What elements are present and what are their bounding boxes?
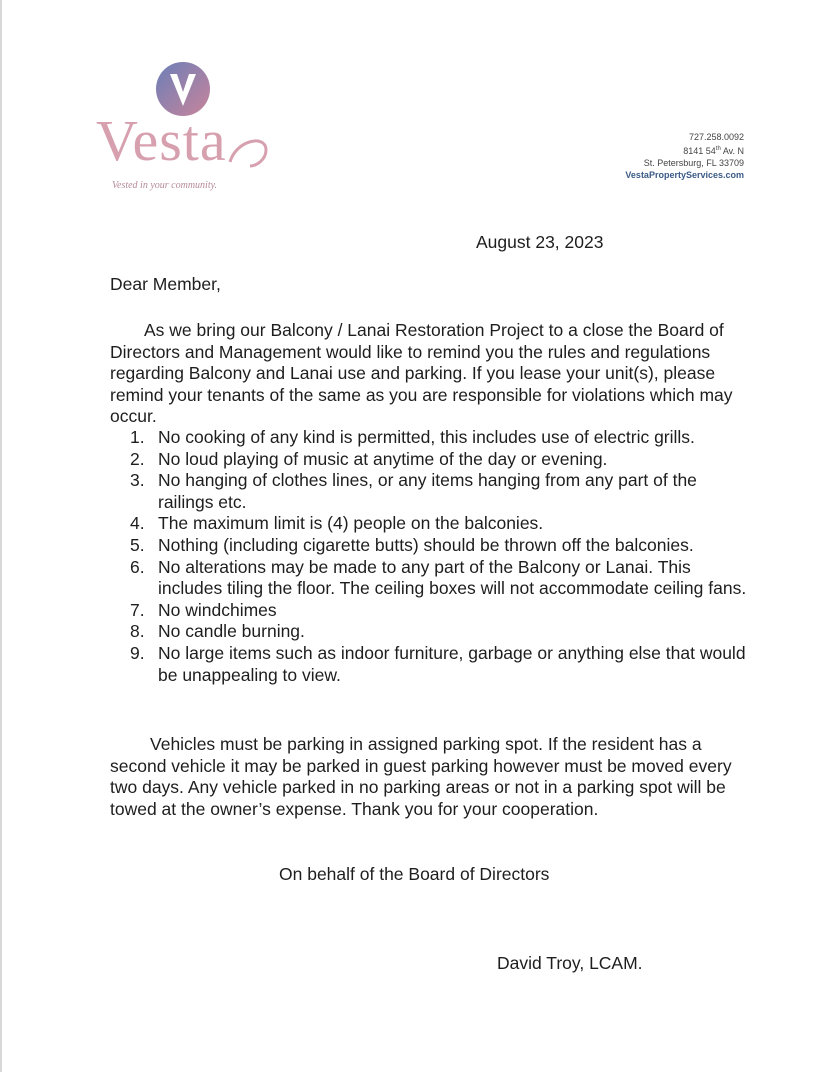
website-link[interactable]: VestaPropertyServices.com bbox=[625, 170, 744, 180]
list-item: 2. No loud playing of music at anytime of the day or evening. bbox=[130, 448, 608, 469]
list-item: 8. No candle burning. bbox=[130, 621, 305, 642]
vesta-logo bbox=[96, 56, 286, 196]
vehicles-paragraph bbox=[110, 734, 750, 820]
city-state-zip: St. Petersburg, FL 33709 bbox=[643, 158, 744, 168]
list-item: 1. No cooking of any kind is permitted, this includes use of electric grills. bbox=[130, 427, 695, 447]
letter-date: August 23, 2023 bbox=[476, 232, 604, 252]
intro-paragraph bbox=[110, 320, 750, 428]
wordmark-swoosh-icon bbox=[226, 132, 272, 170]
street-address: 8141 54th Av. N bbox=[683, 146, 744, 156]
list-item: 4. The maximum limit is (4) people on the balconies. bbox=[130, 513, 544, 534]
vehicles-text: Vehicles must be parking in assigned parking spot. If the resident has a second vehicle it may be parked in guest parking however must be moved every two days. Any vehicle parked in no parking areas or not in a parking spot will be towed at the owner’s expense. Thank you for your cooperation. bbox=[110, 734, 732, 819]
intro-text: As we bring our Balcony / Lanai Restoration Project to a close the Board of Directors and Management would like to remind you the rules and regulations regarding Balcony and Lanai use and parking. If you lease your unit(s), please remind your tenants of the same as you are responsible for violations which may occur. bbox=[110, 320, 733, 427]
list-item: 7. No windchimes bbox=[130, 599, 277, 620]
contact-block bbox=[625, 131, 744, 181]
page-edge bbox=[0, 0, 2, 1072]
signer-name: David Troy, LCAM. bbox=[497, 953, 643, 973]
brand-wordmark: Vesta bbox=[96, 108, 227, 173]
list-item: 5. Nothing (including cigarette butts) should be thrown off the balconies. bbox=[130, 534, 694, 555]
brand-tagline: Vested in your community. bbox=[112, 180, 217, 191]
list-item: 3. No hanging of clothes lines, or any items hanging from any part of the railings etc. bbox=[130, 470, 697, 512]
list-item: 9. No large items such as indoor furniture, garbage or anything else that would be unappealing to view. bbox=[130, 642, 746, 685]
closing-line: On behalf of the Board of Directors bbox=[279, 864, 550, 884]
salutation: Dear Member, bbox=[110, 274, 221, 294]
rules-list bbox=[130, 427, 750, 686]
list-item: 6. No alterations may be made to any part of the Balcony or Lanai. This includes tiling the floor. The ceiling boxes will not accommodate ceiling fans. bbox=[130, 556, 747, 599]
phone-number: 727.258.0092 bbox=[688, 132, 744, 142]
